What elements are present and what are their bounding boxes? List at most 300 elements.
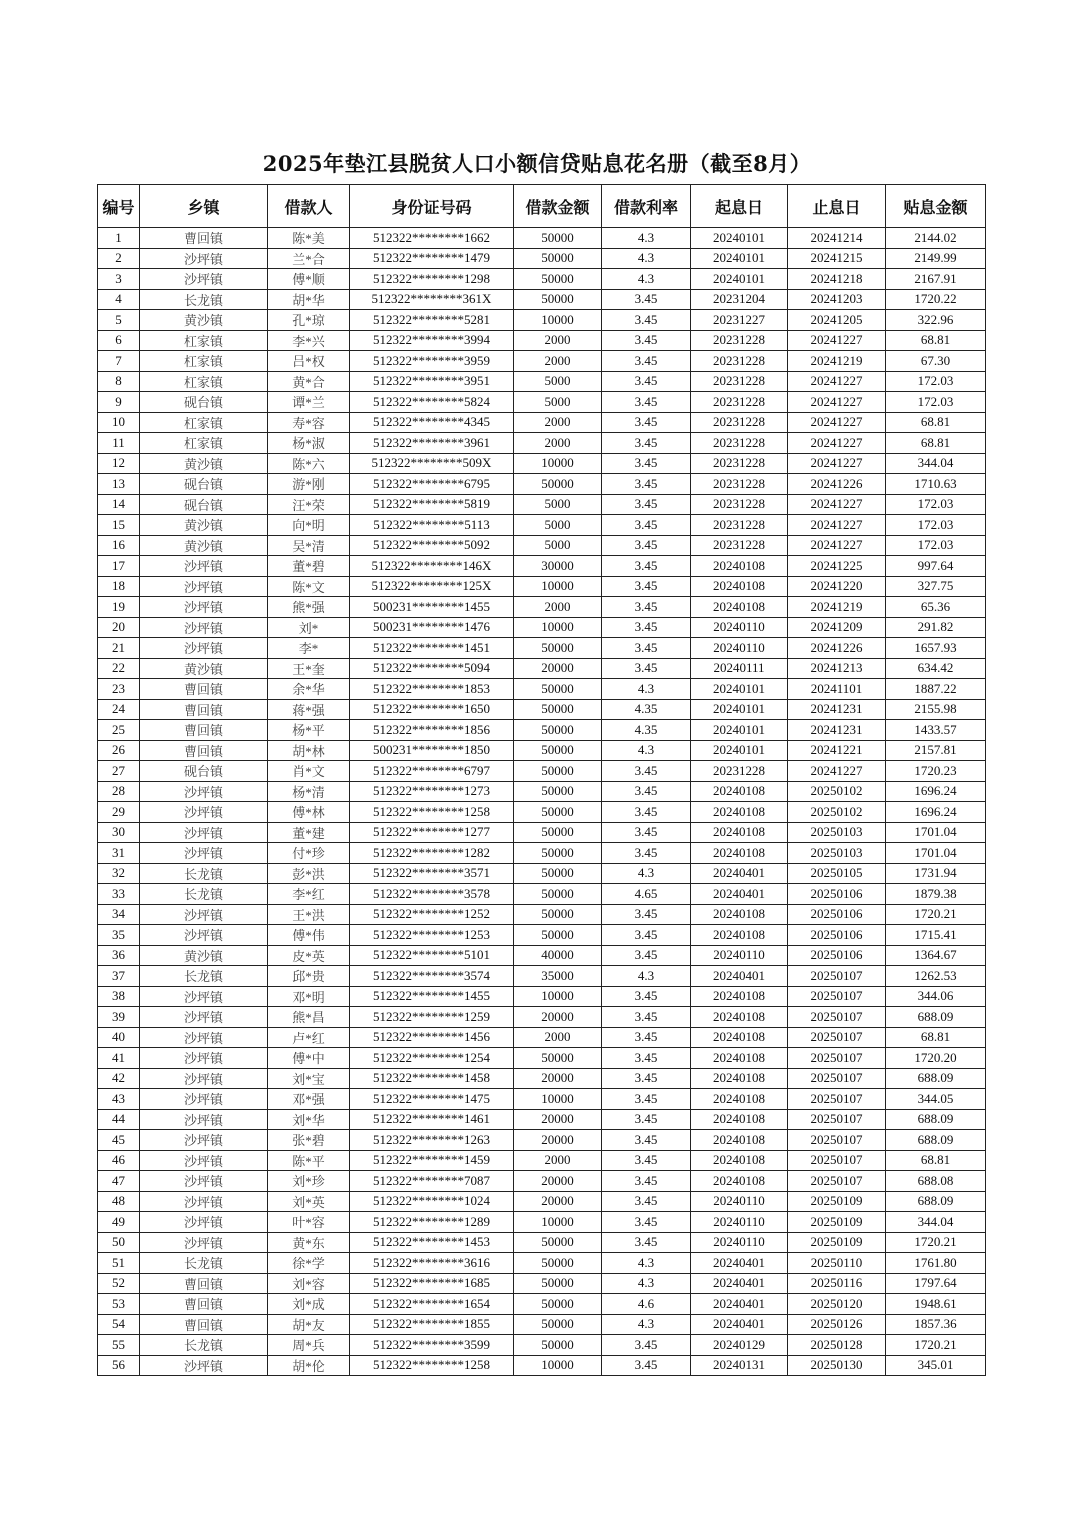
cell-start-date: 20240401 <box>691 1314 788 1335</box>
table-row <box>98 535 986 556</box>
header-col-end-date: 止息日 <box>788 185 886 228</box>
cell-loan-amount: 20000 <box>514 1109 602 1130</box>
cell-borrower: 付*珍 <box>268 843 350 864</box>
table-row <box>98 720 986 741</box>
cell-end-date: 20241227 <box>788 761 886 782</box>
cell-row-id: 22 <box>98 658 140 679</box>
cell-subsidy-amount: 688.08 <box>886 1171 986 1192</box>
cell-town: 砚台镇 <box>140 494 268 515</box>
cell-id-number: 512322********361X <box>350 289 514 310</box>
cell-id-number: 512322********3994 <box>350 330 514 351</box>
cell-start-date: 20240110 <box>691 1212 788 1233</box>
cell-loan-amount: 50000 <box>514 761 602 782</box>
cell-subsidy-amount: 997.64 <box>886 556 986 577</box>
cell-interest-rate: 4.6 <box>602 1294 691 1315</box>
cell-row-id: 46 <box>98 1150 140 1171</box>
cell-row-id: 31 <box>98 843 140 864</box>
table-row <box>98 1171 986 1192</box>
cell-town: 沙坪镇 <box>140 248 268 269</box>
cell-end-date: 20250107 <box>788 1007 886 1028</box>
cell-start-date: 20240101 <box>691 228 788 249</box>
cell-interest-rate: 3.45 <box>602 474 691 495</box>
cell-borrower: 吕*权 <box>268 351 350 372</box>
cell-end-date: 20250107 <box>788 1027 886 1048</box>
cell-end-date: 20250107 <box>788 1048 886 1069</box>
cell-end-date: 20250120 <box>788 1294 886 1315</box>
cell-end-date: 20241213 <box>788 658 886 679</box>
cell-id-number: 512322********1259 <box>350 1007 514 1028</box>
cell-start-date: 20240101 <box>691 269 788 290</box>
cell-end-date: 20241218 <box>788 269 886 290</box>
cell-borrower: 杨*清 <box>268 781 350 802</box>
cell-loan-amount: 10000 <box>514 310 602 331</box>
table-row <box>98 863 986 884</box>
table-row <box>98 1232 986 1253</box>
cell-row-id: 42 <box>98 1068 140 1089</box>
cell-subsidy-amount: 2157.81 <box>886 740 986 761</box>
cell-interest-rate: 3.45 <box>602 761 691 782</box>
cell-interest-rate: 3.45 <box>602 412 691 433</box>
cell-row-id: 21 <box>98 638 140 659</box>
cell-end-date: 20250106 <box>788 904 886 925</box>
cell-start-date: 20240401 <box>691 1253 788 1274</box>
cell-end-date: 20250107 <box>788 1068 886 1089</box>
cell-subsidy-amount: 68.81 <box>886 1150 986 1171</box>
cell-loan-amount: 50000 <box>514 843 602 864</box>
cell-loan-amount: 5000 <box>514 535 602 556</box>
cell-row-id: 44 <box>98 1109 140 1130</box>
cell-id-number: 512322********3578 <box>350 884 514 905</box>
cell-town: 曹回镇 <box>140 1314 268 1335</box>
cell-loan-amount: 50000 <box>514 699 602 720</box>
cell-borrower: 陈*六 <box>268 453 350 474</box>
cell-row-id: 28 <box>98 781 140 802</box>
cell-start-date: 20240101 <box>691 740 788 761</box>
cell-row-id: 48 <box>98 1191 140 1212</box>
cell-town: 沙坪镇 <box>140 802 268 823</box>
cell-interest-rate: 3.45 <box>602 1335 691 1356</box>
cell-start-date: 20231228 <box>691 535 788 556</box>
cell-town: 沙坪镇 <box>140 1048 268 1069</box>
cell-id-number: 512322********6795 <box>350 474 514 495</box>
cell-id-number: 512322********3616 <box>350 1253 514 1274</box>
cell-interest-rate: 4.3 <box>602 966 691 987</box>
cell-town: 沙坪镇 <box>140 1068 268 1089</box>
cell-row-id: 33 <box>98 884 140 905</box>
cell-borrower: 邓*强 <box>268 1089 350 1110</box>
cell-start-date: 20240131 <box>691 1355 788 1376</box>
cell-borrower: 孔*琼 <box>268 310 350 331</box>
cell-loan-amount: 50000 <box>514 269 602 290</box>
table-row <box>98 1150 986 1171</box>
table-row <box>98 433 986 454</box>
cell-start-date: 20240110 <box>691 617 788 638</box>
cell-interest-rate: 3.45 <box>602 1048 691 1069</box>
cell-row-id: 4 <box>98 289 140 310</box>
cell-id-number: 512322********1475 <box>350 1089 514 1110</box>
cell-subsidy-amount: 1720.23 <box>886 761 986 782</box>
table-row <box>98 576 986 597</box>
cell-start-date: 20240101 <box>691 699 788 720</box>
cell-end-date: 20250109 <box>788 1232 886 1253</box>
cell-id-number: 512322********509X <box>350 453 514 474</box>
cell-loan-amount: 20000 <box>514 658 602 679</box>
table-body <box>98 228 986 1376</box>
cell-interest-rate: 3.45 <box>602 1212 691 1233</box>
cell-town: 长龙镇 <box>140 863 268 884</box>
cell-end-date: 20241227 <box>788 371 886 392</box>
cell-borrower: 彭*洪 <box>268 863 350 884</box>
cell-id-number: 512322********3951 <box>350 371 514 392</box>
cell-borrower: 徐*学 <box>268 1253 350 1274</box>
cell-town: 沙坪镇 <box>140 781 268 802</box>
cell-id-number: 512322********1479 <box>350 248 514 269</box>
cell-id-number: 512322********1853 <box>350 679 514 700</box>
cell-interest-rate: 4.3 <box>602 269 691 290</box>
cell-subsidy-amount: 1657.93 <box>886 638 986 659</box>
cell-id-number: 512322********6797 <box>350 761 514 782</box>
cell-interest-rate: 3.45 <box>602 351 691 372</box>
header-row <box>98 185 986 228</box>
cell-start-date: 20240108 <box>691 1171 788 1192</box>
cell-row-id: 24 <box>98 699 140 720</box>
cell-borrower: 张*碧 <box>268 1130 350 1151</box>
cell-town: 曹回镇 <box>140 1294 268 1315</box>
cell-row-id: 52 <box>98 1273 140 1294</box>
cell-town: 曹回镇 <box>140 228 268 249</box>
cell-start-date: 20240108 <box>691 986 788 1007</box>
cell-start-date: 20240401 <box>691 966 788 987</box>
cell-subsidy-amount: 67.30 <box>886 351 986 372</box>
cell-id-number: 512322********1685 <box>350 1273 514 1294</box>
cell-row-id: 29 <box>98 802 140 823</box>
cell-subsidy-amount: 1715.41 <box>886 925 986 946</box>
cell-row-id: 16 <box>98 535 140 556</box>
cell-borrower: 熊*强 <box>268 597 350 618</box>
cell-subsidy-amount: 172.03 <box>886 535 986 556</box>
cell-loan-amount: 2000 <box>514 412 602 433</box>
cell-borrower: 谭*兰 <box>268 392 350 413</box>
cell-loan-amount: 50000 <box>514 228 602 249</box>
table-row <box>98 1007 986 1028</box>
cell-interest-rate: 3.45 <box>602 1232 691 1253</box>
cell-subsidy-amount: 322.96 <box>886 310 986 331</box>
cell-id-number: 512322********125X <box>350 576 514 597</box>
table-row <box>98 1089 986 1110</box>
cell-subsidy-amount: 172.03 <box>886 371 986 392</box>
cell-interest-rate: 3.45 <box>602 310 691 331</box>
cell-loan-amount: 50000 <box>514 1314 602 1335</box>
cell-end-date: 20241101 <box>788 679 886 700</box>
table-row <box>98 1109 986 1130</box>
cell-town: 杠家镇 <box>140 371 268 392</box>
cell-id-number: 512322********1277 <box>350 822 514 843</box>
cell-town: 杠家镇 <box>140 433 268 454</box>
cell-start-date: 20231228 <box>691 494 788 515</box>
cell-end-date: 20250102 <box>788 781 886 802</box>
cell-row-id: 56 <box>98 1355 140 1376</box>
table-row <box>98 1130 986 1151</box>
cell-start-date: 20240108 <box>691 1027 788 1048</box>
cell-end-date: 20250128 <box>788 1335 886 1356</box>
cell-subsidy-amount: 68.81 <box>886 1027 986 1048</box>
cell-loan-amount: 10000 <box>514 617 602 638</box>
cell-end-date: 20250130 <box>788 1355 886 1376</box>
cell-borrower: 董*碧 <box>268 556 350 577</box>
cell-id-number: 512322********1459 <box>350 1150 514 1171</box>
cell-loan-amount: 20000 <box>514 1171 602 1192</box>
cell-loan-amount: 50000 <box>514 884 602 905</box>
cell-start-date: 20231228 <box>691 515 788 536</box>
cell-end-date: 20241231 <box>788 699 886 720</box>
cell-interest-rate: 3.45 <box>602 1355 691 1376</box>
cell-borrower: 陈*美 <box>268 228 350 249</box>
cell-row-id: 36 <box>98 945 140 966</box>
cell-row-id: 14 <box>98 494 140 515</box>
cell-end-date: 20241215 <box>788 248 886 269</box>
cell-subsidy-amount: 1948.61 <box>886 1294 986 1315</box>
cell-start-date: 20240108 <box>691 1048 788 1069</box>
cell-town: 沙坪镇 <box>140 904 268 925</box>
cell-end-date: 20250105 <box>788 863 886 884</box>
cell-town: 曹回镇 <box>140 699 268 720</box>
cell-loan-amount: 50000 <box>514 638 602 659</box>
cell-id-number: 512322********1461 <box>350 1109 514 1130</box>
table-row <box>98 925 986 946</box>
cell-row-id: 15 <box>98 515 140 536</box>
table-row <box>98 904 986 925</box>
cell-borrower: 肖*文 <box>268 761 350 782</box>
cell-town: 曹回镇 <box>140 740 268 761</box>
cell-loan-amount: 50000 <box>514 802 602 823</box>
cell-subsidy-amount: 1696.24 <box>886 781 986 802</box>
cell-row-id: 55 <box>98 1335 140 1356</box>
cell-start-date: 20240108 <box>691 1150 788 1171</box>
table-row <box>98 699 986 720</box>
cell-subsidy-amount: 1857.36 <box>886 1314 986 1335</box>
cell-id-number: 512322********5092 <box>350 535 514 556</box>
cell-end-date: 20250107 <box>788 1130 886 1151</box>
cell-town: 沙坪镇 <box>140 1171 268 1192</box>
cell-start-date: 20231227 <box>691 310 788 331</box>
cell-interest-rate: 3.45 <box>602 515 691 536</box>
cell-town: 长龙镇 <box>140 289 268 310</box>
cell-end-date: 20241225 <box>788 556 886 577</box>
table-row <box>98 248 986 269</box>
table-row <box>98 474 986 495</box>
cell-town: 沙坪镇 <box>140 617 268 638</box>
cell-town: 黄沙镇 <box>140 658 268 679</box>
cell-town: 长龙镇 <box>140 1253 268 1274</box>
cell-borrower: 蒋*强 <box>268 699 350 720</box>
cell-borrower: 陈*文 <box>268 576 350 597</box>
cell-end-date: 20241227 <box>788 412 886 433</box>
table-row <box>98 371 986 392</box>
cell-subsidy-amount: 172.03 <box>886 392 986 413</box>
cell-town: 沙坪镇 <box>140 597 268 618</box>
table-row <box>98 351 986 372</box>
cell-interest-rate: 3.45 <box>602 925 691 946</box>
cell-subsidy-amount: 1797.64 <box>886 1273 986 1294</box>
table-row <box>98 638 986 659</box>
cell-start-date: 20240110 <box>691 638 788 659</box>
cell-row-id: 43 <box>98 1089 140 1110</box>
cell-interest-rate: 3.45 <box>602 986 691 1007</box>
cell-interest-rate: 3.45 <box>602 658 691 679</box>
cell-loan-amount: 5000 <box>514 371 602 392</box>
cell-loan-amount: 40000 <box>514 945 602 966</box>
cell-subsidy-amount: 634.42 <box>886 658 986 679</box>
cell-loan-amount: 50000 <box>514 1253 602 1274</box>
cell-row-id: 37 <box>98 966 140 987</box>
cell-interest-rate: 3.45 <box>602 494 691 515</box>
cell-loan-amount: 10000 <box>514 453 602 474</box>
cell-interest-rate: 3.45 <box>602 392 691 413</box>
cell-subsidy-amount: 2167.91 <box>886 269 986 290</box>
cell-start-date: 20240108 <box>691 781 788 802</box>
cell-borrower: 李* <box>268 638 350 659</box>
cell-id-number: 512322********1253 <box>350 925 514 946</box>
cell-end-date: 20241227 <box>788 392 886 413</box>
cell-borrower: 傅*林 <box>268 802 350 823</box>
cell-loan-amount: 2000 <box>514 351 602 372</box>
cell-end-date: 20241227 <box>788 433 886 454</box>
cell-loan-amount: 20000 <box>514 1130 602 1151</box>
cell-end-date: 20241219 <box>788 351 886 372</box>
cell-start-date: 20231204 <box>691 289 788 310</box>
cell-row-id: 54 <box>98 1314 140 1335</box>
table-row <box>98 1191 986 1212</box>
cell-end-date: 20241209 <box>788 617 886 638</box>
cell-row-id: 34 <box>98 904 140 925</box>
cell-id-number: 512322********1252 <box>350 904 514 925</box>
cell-id-number: 512322********5281 <box>350 310 514 331</box>
cell-loan-amount: 50000 <box>514 1048 602 1069</box>
cell-subsidy-amount: 688.09 <box>886 1109 986 1130</box>
cell-borrower: 杨*平 <box>268 720 350 741</box>
cell-borrower: 邱*贵 <box>268 966 350 987</box>
cell-loan-amount: 5000 <box>514 494 602 515</box>
cell-borrower: 刘*华 <box>268 1109 350 1130</box>
header-col-borrower: 借款人 <box>268 185 350 228</box>
cell-end-date: 20250109 <box>788 1212 886 1233</box>
cell-subsidy-amount: 1701.04 <box>886 843 986 864</box>
cell-id-number: 512322********1451 <box>350 638 514 659</box>
cell-borrower: 游*刚 <box>268 474 350 495</box>
cell-row-id: 20 <box>98 617 140 638</box>
table-row <box>98 330 986 351</box>
cell-end-date: 20250103 <box>788 822 886 843</box>
cell-start-date: 20240108 <box>691 822 788 843</box>
cell-start-date: 20240108 <box>691 1068 788 1089</box>
table-row <box>98 1048 986 1069</box>
cell-id-number: 512322********3574 <box>350 966 514 987</box>
cell-id-number: 512322********1263 <box>350 1130 514 1151</box>
cell-town: 沙坪镇 <box>140 986 268 1007</box>
table-row <box>98 884 986 905</box>
table-row <box>98 269 986 290</box>
cell-interest-rate: 4.35 <box>602 699 691 720</box>
cell-start-date: 20240101 <box>691 248 788 269</box>
cell-row-id: 2 <box>98 248 140 269</box>
cell-row-id: 35 <box>98 925 140 946</box>
cell-end-date: 20250107 <box>788 1109 886 1130</box>
cell-town: 沙坪镇 <box>140 269 268 290</box>
cell-end-date: 20241205 <box>788 310 886 331</box>
cell-loan-amount: 20000 <box>514 1068 602 1089</box>
cell-id-number: 512322********5101 <box>350 945 514 966</box>
header-col-id-number: 身份证号码 <box>350 185 514 228</box>
cell-id-number: 512322********1258 <box>350 1355 514 1376</box>
cell-start-date: 20240129 <box>691 1335 788 1356</box>
cell-subsidy-amount: 1720.21 <box>886 1232 986 1253</box>
cell-loan-amount: 2000 <box>514 330 602 351</box>
cell-subsidy-amount: 1262.53 <box>886 966 986 987</box>
cell-interest-rate: 3.45 <box>602 371 691 392</box>
cell-row-id: 1 <box>98 228 140 249</box>
cell-town: 沙坪镇 <box>140 556 268 577</box>
cell-town: 长龙镇 <box>140 966 268 987</box>
cell-end-date: 20241226 <box>788 638 886 659</box>
cell-interest-rate: 3.45 <box>602 597 691 618</box>
cell-start-date: 20231228 <box>691 392 788 413</box>
cell-loan-amount: 2000 <box>514 1027 602 1048</box>
cell-interest-rate: 3.45 <box>602 617 691 638</box>
cell-row-id: 30 <box>98 822 140 843</box>
cell-interest-rate: 4.3 <box>602 1314 691 1335</box>
cell-loan-amount: 10000 <box>514 1355 602 1376</box>
cell-town: 沙坪镇 <box>140 1212 268 1233</box>
subsidy-roster-table <box>97 184 986 1376</box>
cell-id-number: 512322********1456 <box>350 1027 514 1048</box>
cell-loan-amount: 50000 <box>514 822 602 843</box>
cell-interest-rate: 3.45 <box>602 1191 691 1212</box>
cell-interest-rate: 3.45 <box>602 843 691 864</box>
cell-end-date: 20250107 <box>788 1150 886 1171</box>
cell-loan-amount: 50000 <box>514 1294 602 1315</box>
cell-interest-rate: 3.45 <box>602 1171 691 1192</box>
cell-end-date: 20241221 <box>788 740 886 761</box>
cell-borrower: 邓*明 <box>268 986 350 1007</box>
cell-loan-amount: 35000 <box>514 966 602 987</box>
cell-borrower: 叶*容 <box>268 1212 350 1233</box>
cell-row-id: 41 <box>98 1048 140 1069</box>
table-row <box>98 1068 986 1089</box>
cell-subsidy-amount: 291.82 <box>886 617 986 638</box>
cell-interest-rate: 3.45 <box>602 1089 691 1110</box>
cell-loan-amount: 20000 <box>514 1191 602 1212</box>
cell-start-date: 20240108 <box>691 576 788 597</box>
cell-borrower: 刘*珍 <box>268 1171 350 1192</box>
cell-loan-amount: 50000 <box>514 1335 602 1356</box>
cell-loan-amount: 50000 <box>514 781 602 802</box>
cell-subsidy-amount: 688.09 <box>886 1191 986 1212</box>
cell-end-date: 20250107 <box>788 966 886 987</box>
cell-borrower: 胡*伦 <box>268 1355 350 1376</box>
cell-start-date: 20240101 <box>691 720 788 741</box>
cell-town: 黄沙镇 <box>140 453 268 474</box>
cell-subsidy-amount: 172.03 <box>886 494 986 515</box>
table-header <box>98 185 986 228</box>
table-row <box>98 1273 986 1294</box>
cell-loan-amount: 5000 <box>514 392 602 413</box>
cell-subsidy-amount: 1696.24 <box>886 802 986 823</box>
cell-id-number: 512322********1258 <box>350 802 514 823</box>
cell-town: 沙坪镇 <box>140 1109 268 1130</box>
cell-town: 曹回镇 <box>140 679 268 700</box>
cell-town: 沙坪镇 <box>140 1232 268 1253</box>
cell-town: 沙坪镇 <box>140 1007 268 1028</box>
